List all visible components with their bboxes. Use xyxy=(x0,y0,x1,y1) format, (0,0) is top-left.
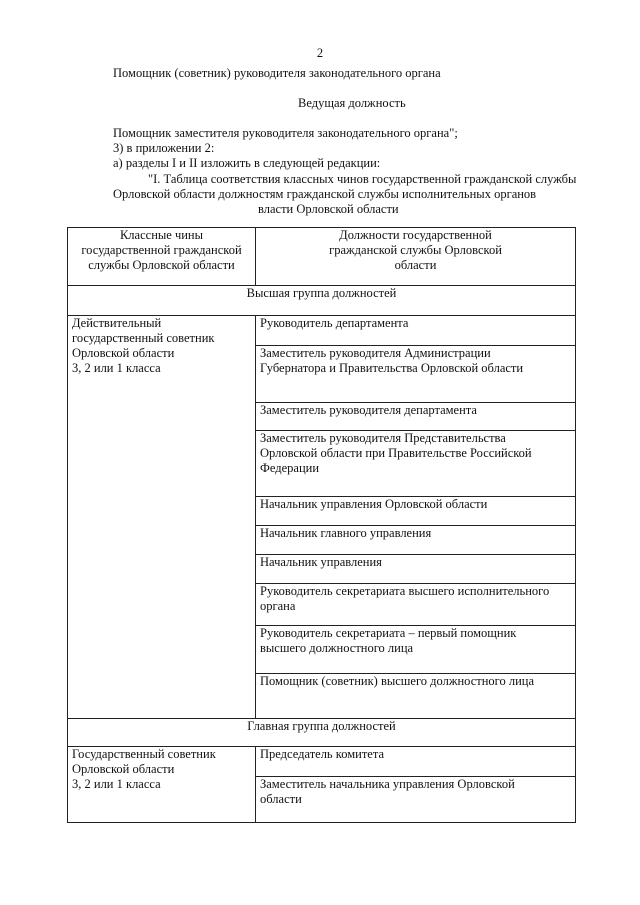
page-number: 2 xyxy=(316,46,324,60)
text-line-3: Помощник заместителя руководителя законодательного органа"; xyxy=(113,126,458,140)
position-cell: Заместитель руководителя департамента xyxy=(256,403,576,431)
rank-position-table xyxy=(67,227,576,823)
position-cell: Заместитель начальника управления Орловской области xyxy=(256,777,576,823)
group-row xyxy=(68,286,576,316)
position-cell: Помощник (советник) высшего должностного лица xyxy=(256,674,576,719)
position-cell: Заместитель руководителя Представительства Орловской области при Правительстве Российской Федерации xyxy=(256,431,576,497)
table-row xyxy=(68,316,576,346)
text-line-5: а) разделы I и II изложить в следующей редакции: xyxy=(113,156,381,170)
class-rank-cell: Действительный государственный советник Орловской области 3, 2 или 1 класса xyxy=(68,316,256,719)
class-rank-cell: Государственный советник Орловской области 3, 2 или 1 класса xyxy=(68,747,256,823)
position-cell: Заместитель руководителя Администрации Губернатора и Правительства Орловской области xyxy=(256,346,576,403)
group-title: Высшая группа должностей xyxy=(68,286,576,316)
group-row xyxy=(68,719,576,747)
text-line-6: "I. Таблица соответствия классных чинов государственной гражданской службы xyxy=(148,172,577,186)
position-cell: Начальник управления Орловской области xyxy=(256,497,576,526)
text-line-2: Ведущая должность xyxy=(298,96,406,110)
position-cell: Председатель комитета xyxy=(256,747,576,777)
column-header-class-ranks: Классные чины государственной гражданской службы Орловской области xyxy=(68,228,256,286)
position-cell: Начальник управления xyxy=(256,555,576,584)
text-line-8: власти Орловской области xyxy=(258,202,399,216)
table-row xyxy=(68,747,576,777)
text-line-7: Орловской области должностям гражданской службы исполнительных органов xyxy=(113,187,537,201)
group-title: Главная группа должностей xyxy=(68,719,576,747)
column-header-positions: Должности государственной гражданской службы Орловской области xyxy=(256,228,576,286)
position-cell: Руководитель департамента xyxy=(256,316,576,346)
text-line-4: 3) в приложении 2: xyxy=(113,141,215,155)
position-cell: Руководитель секретариата высшего исполнительного органа xyxy=(256,584,576,626)
table-header-row xyxy=(68,228,576,286)
text-line-1: Помощник (советник) руководителя законодательного органа xyxy=(113,66,441,80)
position-cell: Руководитель секретариата – первый помощник высшего должностного лица xyxy=(256,626,576,674)
position-cell: Начальник главного управления xyxy=(256,526,576,555)
